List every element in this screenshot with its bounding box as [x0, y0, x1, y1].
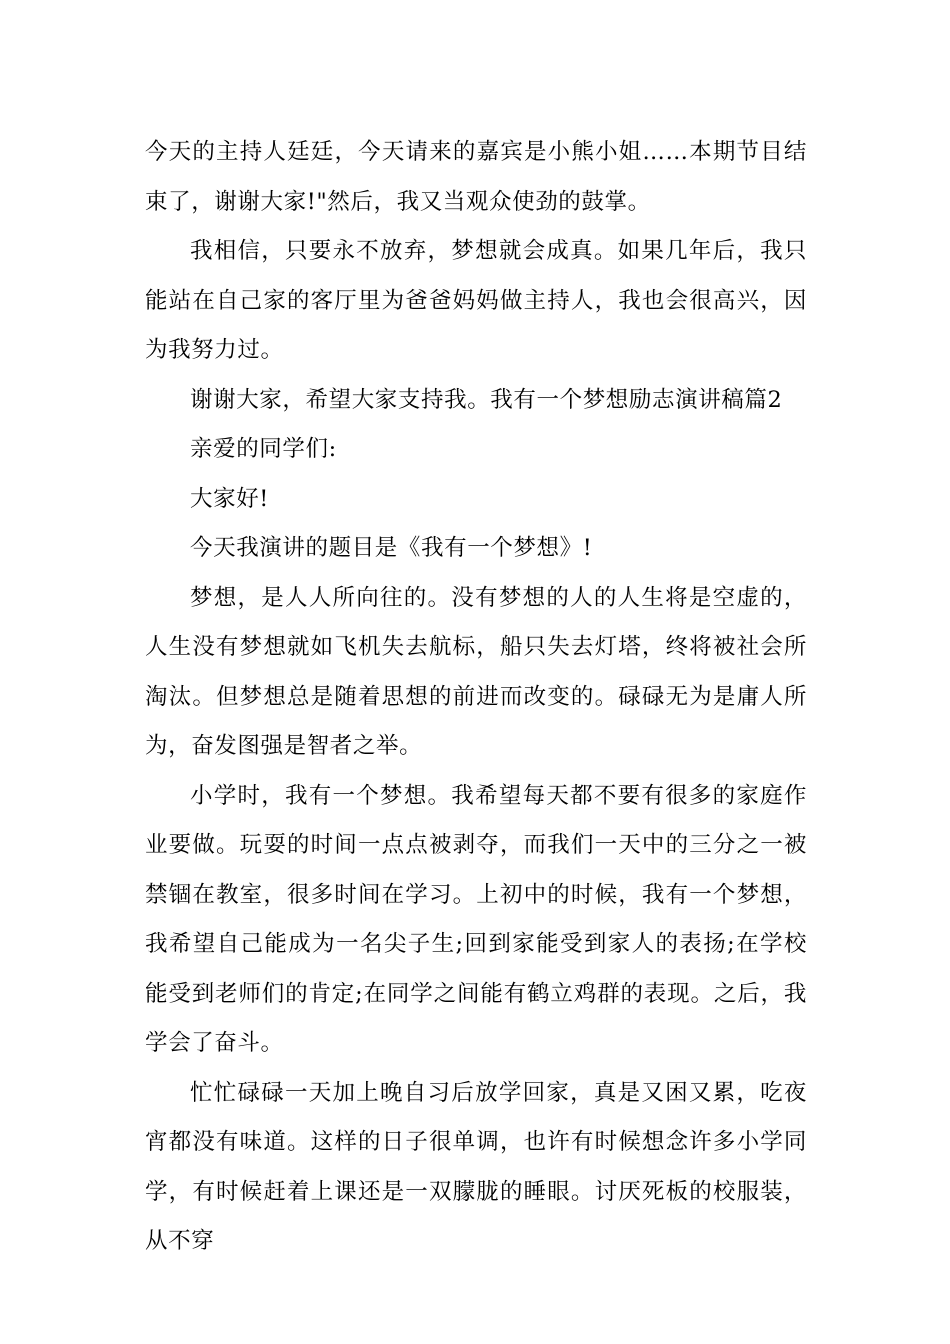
paragraph-5: 大家好!	[190, 485, 269, 512]
paragraph-7: 梦想，是人人所向往的。没有梦想的人的人生将是空虚的，人生没有梦想就如飞机失去航标，船只失去灯塔，终将被社会所淘汰。但梦想总是随着思想的前进而改变的。碌碌无为是庸人所为，奋发图强是智者之举。	[145, 584, 807, 759]
document-body	[145, 128, 807, 1267]
paragraph-6: 今天我演讲的题目是《我有一个梦想》!	[190, 535, 593, 561]
paragraph-1: 今天的主持人廷廷，今天请来的嘉宾是小熊小姐……本期节目结束了，谢谢大家!"然后，我又当观众使劲的鼓掌。	[145, 139, 807, 215]
paragraph-8: 小学时，我有一个梦想。我希望每天都不要有很多的家庭作业要做。玩耍的时间一点点被剥夺，而我们一天中的三分之一被禁锢在教室，很多时间在学习。上初中的时候，我有一个梦想，我希望自己能成为一名尖子生;回到家能受到家人的表扬;在学校能受到老师们的肯定;在同学之间能有鹤立鸡群的表现。之后，我学会了奋斗。	[145, 782, 807, 1056]
paragraph-4: 亲爱的同学们:	[190, 436, 337, 462]
paragraph-9: 忙忙碌碌一天加上晚自习后放学回家，真是又困又累，吃夜宵都没有味道。这样的日子很单调，也许有时候想念许多小学同学，有时候赶着上课还是一双朦胧的睡眼。讨厌死板的校服装，从不穿	[145, 1079, 807, 1254]
paragraph-2: 我相信，只要永不放弃，梦想就会成真。如果几年后，我只能站在自己家的客厅里为爸爸妈妈做主持人，我也会很高兴，因为我努力过。	[145, 238, 807, 363]
paragraph-3: 谢谢大家，希望大家支持我。我有一个梦想励志演讲稿篇2	[190, 386, 783, 413]
